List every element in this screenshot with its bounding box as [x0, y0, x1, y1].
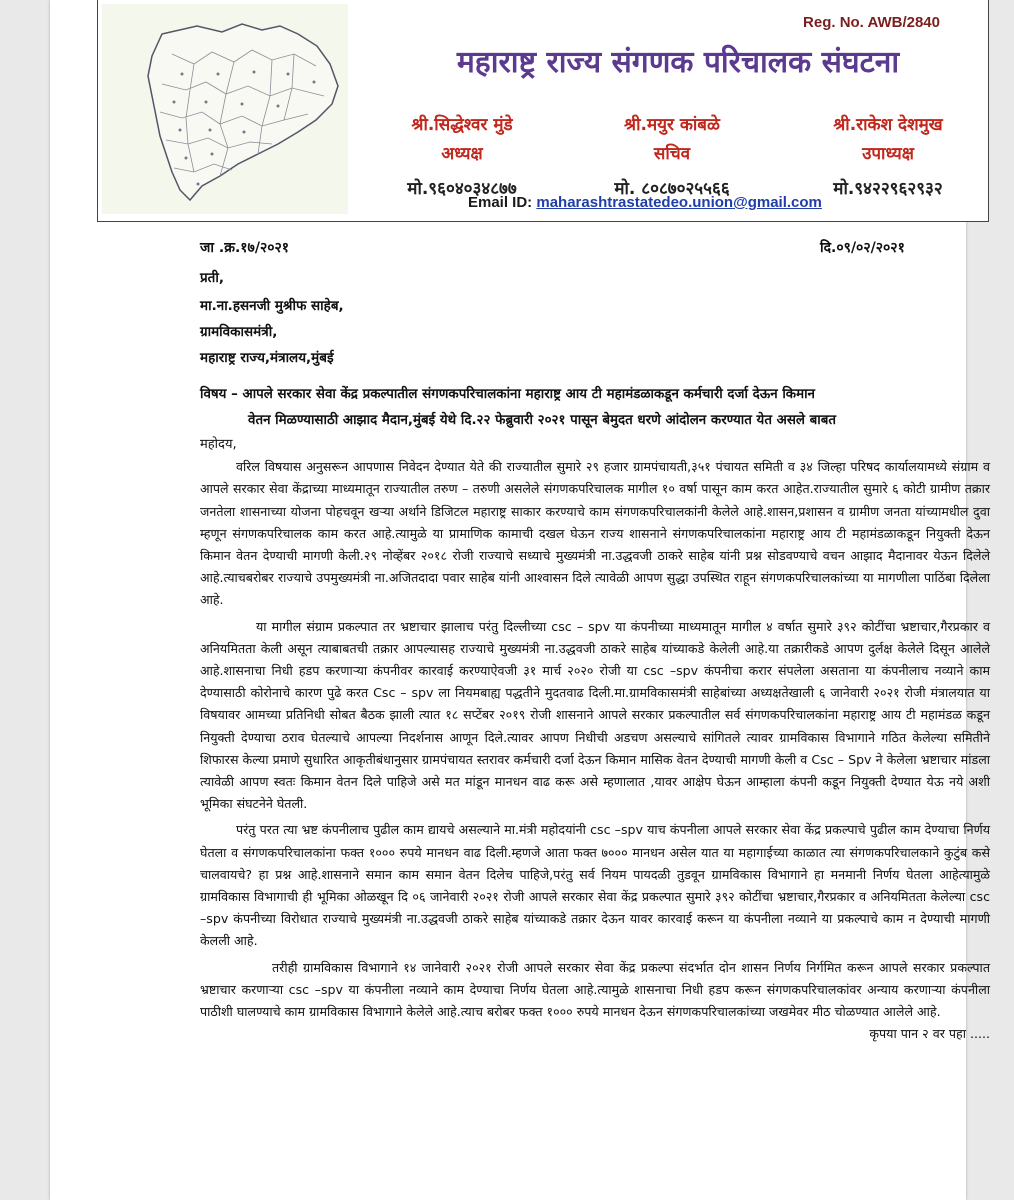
officer-mobile: मो. ८०८७०२५५६६ [614, 179, 730, 199]
subject-line: वेतन मिळण्यासाठी आझाद मैदान,मुंबई येथे दि.२२ फेब्रुवारी २०२१ पासून बेमुदत धरणे आंदोलन करण्यात येत असले बाबत [248, 413, 837, 428]
officer-post: सचिव [653, 144, 691, 164]
subject-line: विषय – आपले सरकार सेवा केंद्र प्रकल्पातील संगणकपरिचालकांना महाराष्ट्र आय टी महामंडळाकडून कर्मचारी दर्जा देऊन किमान [200, 387, 815, 402]
officer-president [362, 112, 562, 199]
body-paragraph: या मागील संग्राम प्रकल्पात तर भ्रष्टाचार झालाच परंतु दिल्लीच्या csc – spv या कंपनीच्या माध्यमातून मागील ४ वर्षात सुमारे ३९२ कोटींचा भ्रष्टाचार,गैरप्रकार व अनियमितता केली असून त्याबाबतची तक्रार आपल्यासह राज्याचे मुख्यमंत्री ना.उद्धवजी ठाकरे साहेब यांच्याकडे केलेली आहे.या तक्रारीकडे आपण दुर्लक्ष केलेले दिसून आलेले आहे.शासनाचा निधी हडप करणाऱ्या कंपनीवर कारवाई करण्याऐवजी ३१ मार्च २०२० रोजी या csc –spv कंपनीचा करार संपलेला असताना या कंपनीलाच नव्याने काम देण्यासाठी कोरोनाचे कारण पुढे करत Csc – spv ला नियमबाह्य पद्धतीने मुदतवाढ दिली.मा.ग्रामविकासमंत्री साहेबांच्या अध्यक्षतेखाली ६ जानेवारी २०२१ रोजी मंत्रालयात या विषयावर आमच्या प्रतिनिधी सोबत बैठक झाली त्यात १८ सप्टेंबर २०१९ रोजी शासनाने आपले सरकार प्रकल्पातील सर्व संगणकपरिचालकांना महाराष्ट्र आय टी महामंडळ कडून नियुक्ती देण्याचा ठराव घेतल्याचे आपल्या निदर्शनास आणून दिले.त्यावर आपण निधीची अडचण असल्याचे सांगितले त्यावर ग्रामविकास विभागाने गठित केलेल्या समितीने शिफारस केल्या प्रमाणे सुधारित आकृतीबंधानुसार ग्रामपंचायत स्तरावर कर्मचारी दर्जा देऊन किमान मासिक वेतन देण्याची मागणी केली व Csc – Spv ने केलेला भ्रष्टाचार मांडला त्यावेळी आपण स्वतः किमान वेतन दिले पाहिजे असे मत मांडून मानधन वाढ करू असे म्हणालात ,यावर आक्षेप घेऊन आम्हाला कंपनी कडून नियुक्ती देण्यात येऊ नये अशी भूमिका संघटनेने घेतली. [200, 618, 990, 812]
email-label: Email ID: [468, 194, 533, 211]
paragraph-text: तरीही ग्रामविकास विभागाने १४ जानेवारी २०२१ रोजी आपले सरकार सेवा केंद्र प्रकल्पा संदर्भात दोन शासन निर्णय निर्गमित करून आपले सरकार प्रकल्पात भ्रष्टाचार करणाऱ्या csc –spv या कंपनीला नव्याने काम देण्याचा निर्णय घेतला आहे.त्यामुळे शासनाचा निधी हडप करून संगणकपरिचालकांवर अन्याय करणाऱ्या कंपनीला पाठीशी घालण्याचे काम ग्रामविकास विभागाने केलेले आहे.त्याच बरोबर फक्त १००० रुपये मानधन देऊन संगणकपरिचालकांच्या जखमेवर मीठ चोळण्यात आलेले आहे. [200, 959, 990, 1020]
body-paragraph: वरिल विषयास अनुसरून आपणास निवेदन देण्यात येते की राज्यातील सुमारे २९ हजार ग्रामपंचायती,३५१ पंचायत समिती व ३४ जिल्हा परिषद कार्यालयामध्ये संग्राम व आपले सरकार सेवा केंद्राच्या माध्यमातून राज्यातील तरुण – तरुणी असलेले संगणकपरिचालक मागील १० वर्षा पासून काम करत आहेत.राज्यातील सुमारे ६ कोटी ग्रामीण तक्रार जनतेला शासनाच्या योजना पोहचवून खऱ्या अर्थाने डिजिटल महाराष्ट्र साकार करण्याचे काम संगणकपरिचालकांनी केलेले आहे.शासन,प्रशासन व ग्रामीण जनता यांच्यामधील दुवा म्हणून संगणकपरिचालक काम करत आहे.त्यामुळे या प्रामाणिक कामाची दखल घेऊन राज्य शासनाने संगणकपरिचालकांना महाराष्ट्र आय टी महामंडळाकडून नियुक्ती देऊन किमान वेतन देण्याची मागणी केली.२९ नोव्हेंबर २०१८ रोजी राज्याचे सध्याचे मुख्यमंत्री ना.उद्धवजी ठाकरे साहेब यांनी प्रश्न सोडवण्याचे वचन आझाद मैदानावर येऊन दिलेले आहे.त्याचबरोबर राज्याचे उपमुख्यमंत्री ना.अजितदादा पवार साहेब यांनी आश्वासन दिले त्यावेळी आपण सुद्धा उपस्थित राहून संगणकपरिचालकांच्या या मागणीला पाठिंबा दिलेला आहे. [200, 459, 990, 608]
registration-number: Reg. No. AWB/2840 [803, 14, 940, 31]
continued-note: कृपया पान २ वर पहा ..... [869, 1026, 990, 1042]
email-link[interactable]: maharashtrastatedeo.union@gmail.com [536, 194, 822, 211]
organization-name: महाराष्ट्र राज्य संगणक परिचालक संघटना [456, 45, 900, 80]
officer-vice-president [788, 112, 988, 199]
officer-name: श्री.मयुर कांबळे [624, 115, 720, 135]
letter-date: दि.०९/०२/२०२१ [820, 240, 905, 256]
recipient-designation: ग्रामविकासमंत्री, [200, 324, 278, 340]
body-paragraph [200, 957, 990, 1042]
reference-number: जा .क्र.१७/२०२१ [200, 240, 290, 256]
maharashtra-map-icon [102, 4, 348, 214]
officer-name: श्री.सिद्धेश्वर मुंडे [411, 115, 513, 135]
letter-subject [200, 382, 990, 434]
officer-secretary [572, 112, 772, 199]
officer-post: अध्यक्ष [441, 144, 483, 164]
letterhead [97, 0, 989, 222]
officer-mobile: मो.९६०४०३४८७७ [407, 179, 517, 199]
officer-mobile: मो.९४२२९६२९३२ [833, 179, 943, 199]
recipient-prefix: प्रती, [200, 270, 225, 286]
letter-body [200, 434, 990, 1045]
officer-name: श्री.राकेश देशमुख [833, 115, 943, 135]
document-page [50, 0, 991, 1200]
body-paragraph: परंतु परत त्या भ्रष्ट कंपनीलाच पुढील काम द्यायचे असल्याने मा.मंत्री महोदयांनी csc –spv याच कंपनीला आपले सरकार सेवा केंद्र प्रकल्पाचे पुढील काम देण्याचा निर्णय घेतला व संगणकपरिचालकांना फक्त १००० रुपये मानधन वाढ दिली.म्हणजे आता फक्त ७००० मानधन असेल यात या महागाईच्या काळात त्या संगणकपरिचालकाने कुटुंब कसे चालवायचे? हा प्रश्न आहे.शासनाने समान काम समान वेतन दिलेच पाहिजे,परंतु सर्व नियम पायदळी तुडवून ग्रामविकास विभागाने हा मनमानी निर्णय घेतला आहेत्यामुळे ग्रामविकास विभागाची ही भूमिका ओळखून दि ०६ जानेवारी २०२१ रोजी आपले सरकार सेवा केंद्र प्रकल्पात सुमारे ३९२ कोटींचा भ्रष्टाचार,गैरप्रकार व अनियमितता केलेल्या csc –spv कंपनीच्या विरोधात राज्याचे मुख्यमंत्री ना.उद्धवजी ठाकरे साहेब यांच्याकडे तक्रार देऊन यावर कारवाई करून या कंपनीला नव्याने या प्रकल्पाचे काम न देण्याची मागणी केलली आहे. [200, 822, 991, 949]
email-line [468, 194, 822, 211]
recipient-name: मा.ना.हसनजी मुश्रीफ साहेब, [200, 298, 344, 314]
officer-post: उपाध्यक्ष [862, 144, 914, 164]
salutation: महोदय, [200, 437, 237, 452]
recipient-address: महाराष्ट्र राज्य,मंत्रालय,मुंबई [200, 350, 334, 366]
